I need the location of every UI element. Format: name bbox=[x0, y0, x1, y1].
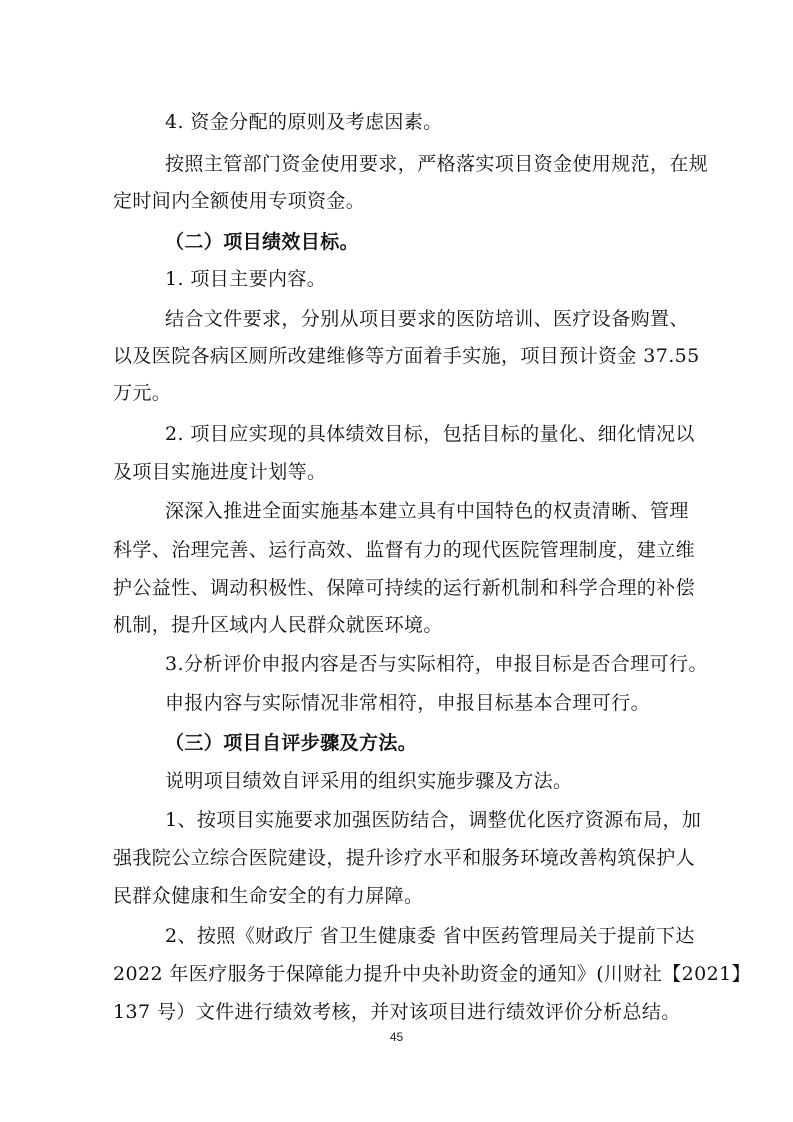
paragraph-line: 2022 年医疗服务于保障能力提升中央补助资金的通知》(川财社【2021】 bbox=[113, 963, 751, 985]
paragraph-line: 申报内容与实际情况非常相符，申报目标基本合理可行。 bbox=[165, 692, 651, 714]
paragraph-line: 护公益性、调动积极性、保障可持续的运行新机制和科学合理的补偿 bbox=[113, 577, 696, 599]
paragraph-line: 以及医院各病区厕所改建维修等方面着手实施，项目预计资金 37.55 bbox=[113, 345, 700, 367]
paragraph-line: 深深入推进全面实施基本建立具有中国特色的权责清晰、管理 bbox=[165, 500, 689, 522]
paragraph-line: 民群众健康和生命安全的有力屏障。 bbox=[113, 885, 424, 907]
paragraph-line: 及项目实施进度计划等。 bbox=[113, 461, 327, 483]
list-item-heading: 3.分析评价申报内容是否与实际相符，申报目标是否合理可行。 bbox=[165, 653, 708, 675]
paragraph-line: 机制，提升区域内人民群众就医环境。 bbox=[113, 614, 443, 636]
paragraph-line: 按照主管部门资金使用要求，严格落实项目资金使用规范，在规 bbox=[165, 153, 709, 175]
page-number: 45 bbox=[389, 1030, 404, 1044]
section-heading: （二）项目绩效目标。 bbox=[165, 231, 360, 253]
list-item-heading: 4. 资金分配的原则及考虑因素。 bbox=[165, 111, 443, 133]
paragraph-line: 强我院公立综合医院建设，提升诊疗水平和服务环境改善构筑保护人 bbox=[113, 847, 696, 869]
section-heading: （三）项目自评步骤及方法。 bbox=[165, 732, 418, 754]
paragraph-line: 结合文件要求，分别从项目要求的医防培训、医疗设备购置、 bbox=[165, 308, 689, 330]
list-item-heading: 1. 项目主要内容。 bbox=[165, 268, 327, 290]
paragraph-line: 科学、治理完善、运行高效、监督有力的现代医院管理制度，建立维 bbox=[113, 539, 696, 561]
paragraph-line: 说明项目绩效自评采用的组织实施步骤及方法。 bbox=[165, 770, 573, 792]
list-item-heading: 2. 项目应实现的具体绩效目标，包括目标的量化、细化情况以 bbox=[165, 423, 695, 445]
paragraph-line: 137 号）文件进行绩效考核，并对该项目进行绩效评价分析总结。 bbox=[113, 1001, 681, 1023]
paragraph-line: 定时间内全额使用专项资金。 bbox=[113, 190, 366, 212]
paragraph-line: 万元。 bbox=[113, 382, 172, 404]
paragraph-line: 1、按项目实施要求加强医防结合，调整优化医疗资源布局，加 bbox=[165, 809, 702, 831]
paragraph-line: 2、按照《财政厅 省卫生健康委 省中医药管理局关于提前下达 bbox=[165, 925, 695, 947]
